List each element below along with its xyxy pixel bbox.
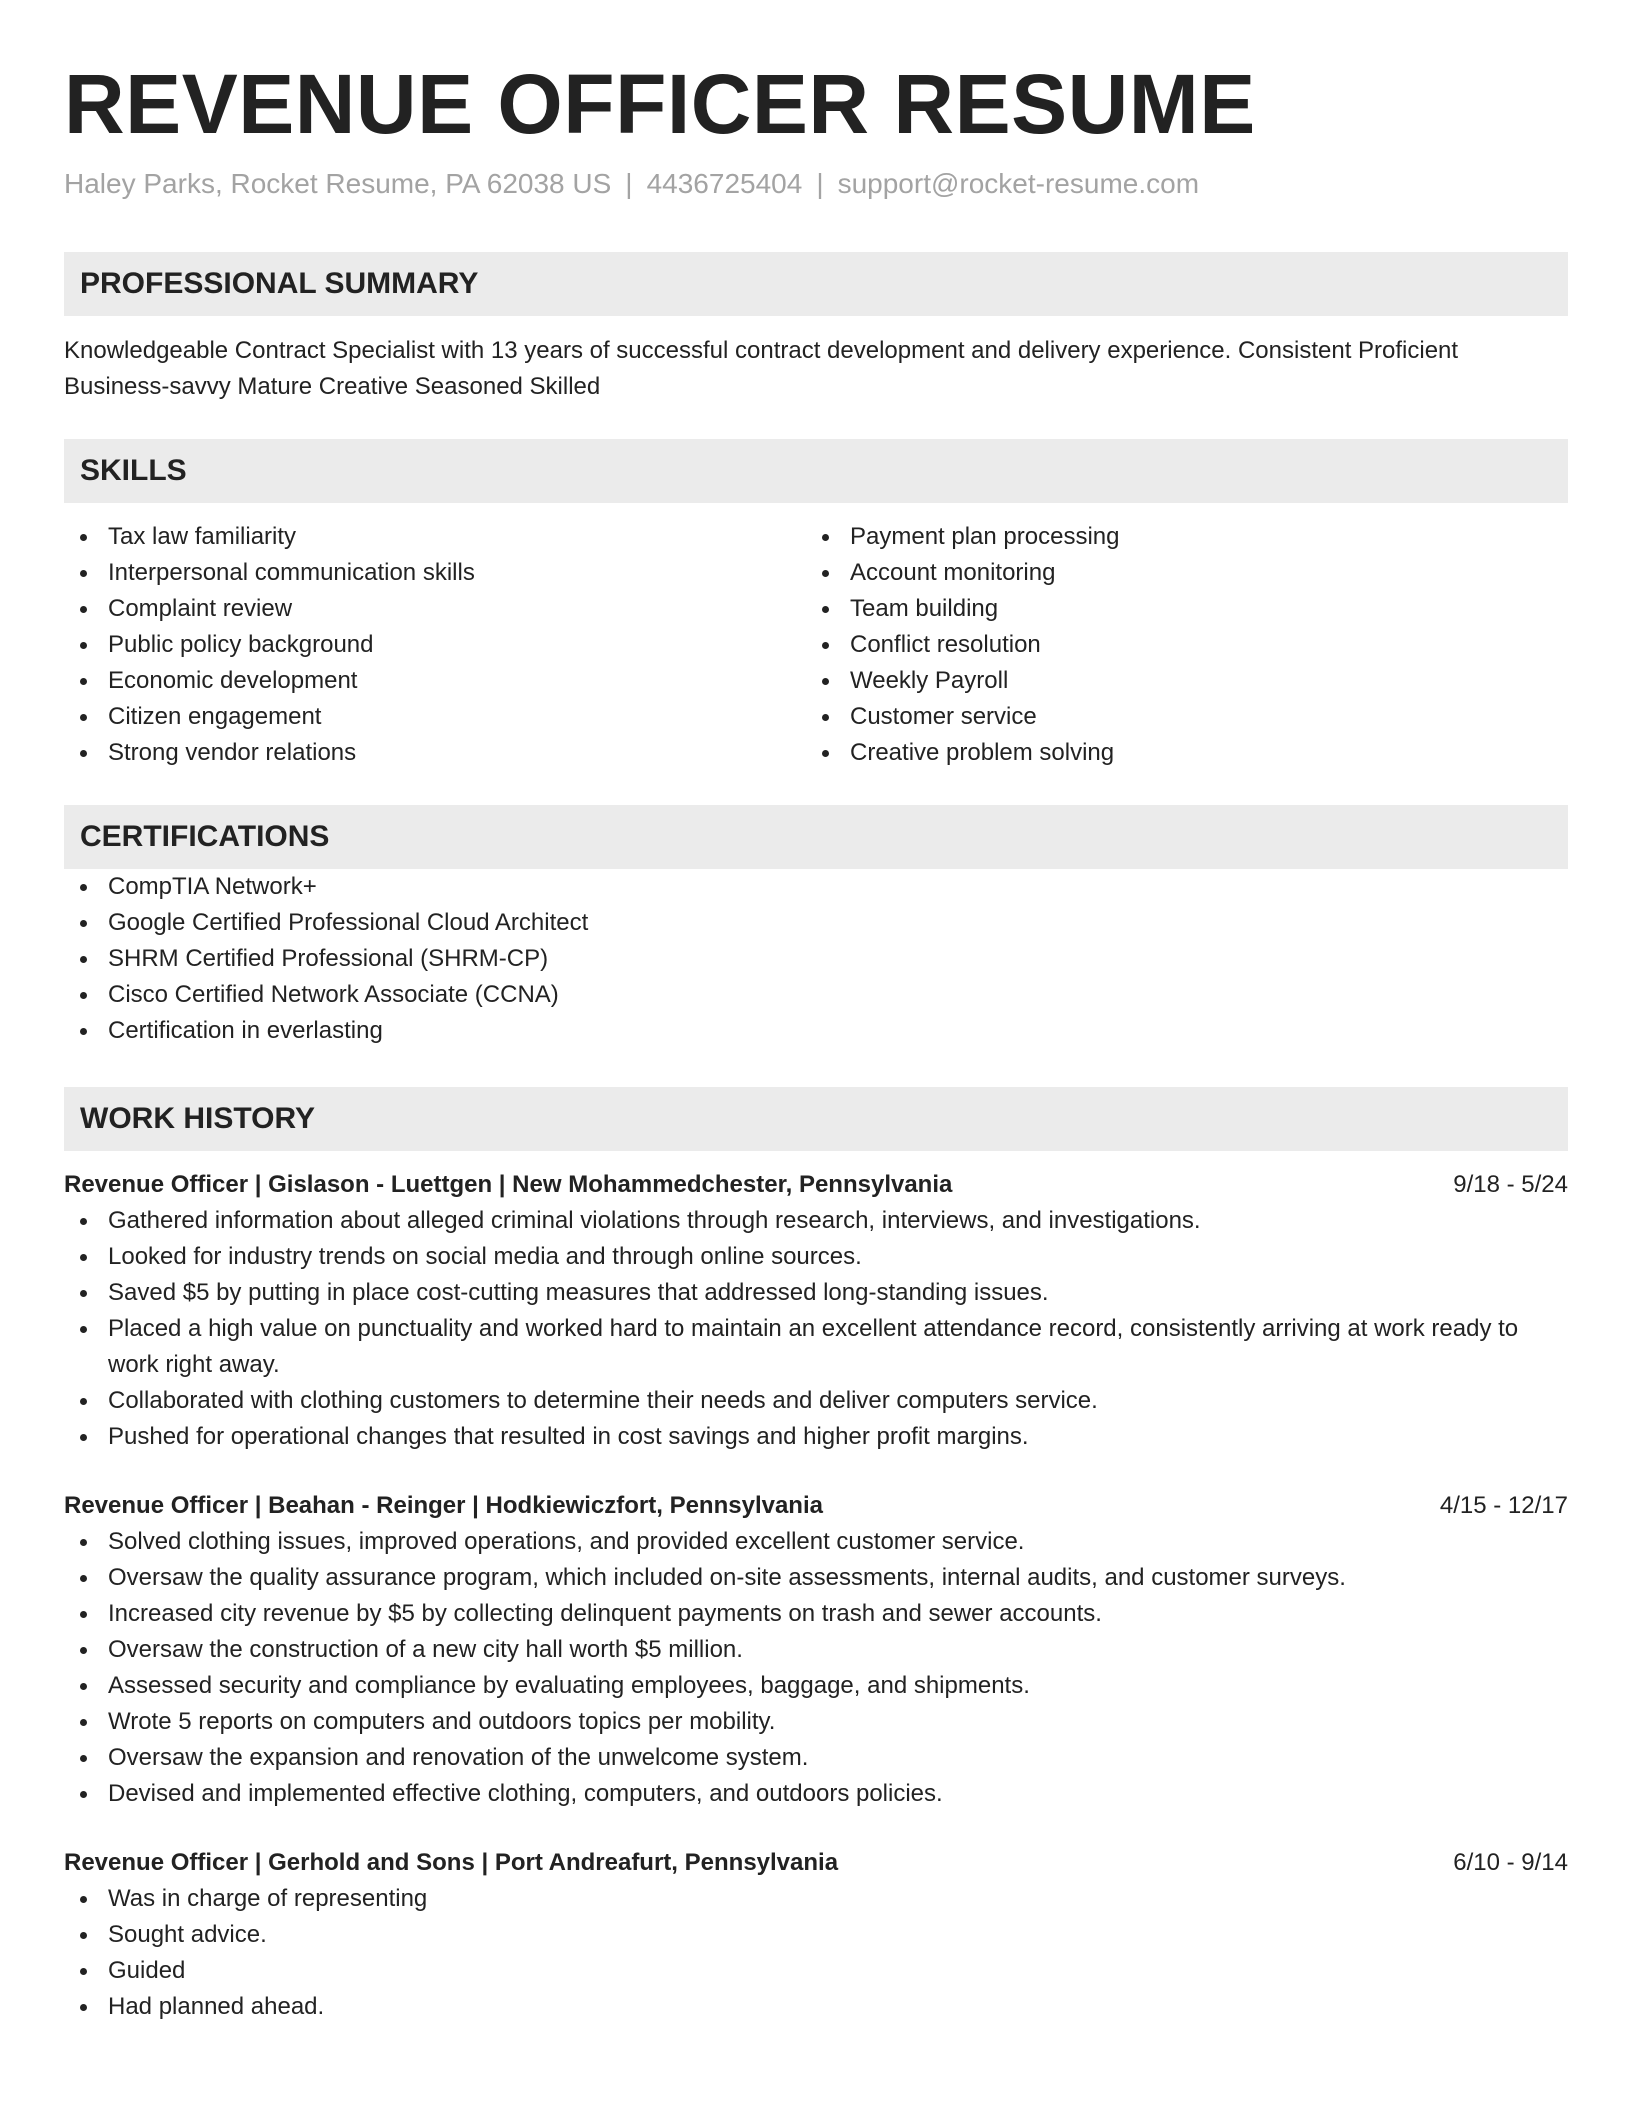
job-bullet: Assessed security and compliance by evaluating employees, baggage, and shipments. [64, 1668, 1568, 1704]
job-bullet: Collaborated with clothing customers to determine their needs and deliver computers service. [64, 1383, 1568, 1419]
contact-email: support@rocket-resume.com [837, 168, 1200, 199]
contact-address: Haley Parks, Rocket Resume, PA 62038 US [64, 168, 612, 199]
job-bullet: Saved $5 by putting in place cost-cutting measures that addressed long-standing issues. [64, 1275, 1568, 1311]
job-bullets [64, 1881, 1568, 2025]
certification-item: CompTIA Network+ [64, 869, 1568, 905]
job-bullet: Placed a high value on punctuality and worked hard to maintain an excellent attendance record, consistently arriving at work ready to work right away. [64, 1311, 1568, 1383]
contact-separator: | [625, 168, 633, 199]
job-header [64, 1167, 1568, 1203]
skill-item: Complaint review [64, 591, 806, 627]
job-dates: 6/10 - 9/14 [1453, 1849, 1568, 1876]
certification-item: Google Certified Professional Cloud Architect [64, 905, 1568, 941]
certification-item: SHRM Certified Professional (SHRM-CP) [64, 941, 1568, 977]
skill-item: Creative problem solving [806, 735, 1548, 771]
skill-item: Public policy background [64, 627, 806, 663]
skill-item: Economic development [64, 663, 806, 699]
skill-item: Interpersonal communication skills [64, 555, 806, 591]
skill-item: Team building [806, 591, 1548, 627]
skill-item: Weekly Payroll [806, 663, 1548, 699]
job-header [64, 1845, 1568, 1881]
section-heading-skills: SKILLS [64, 439, 1568, 503]
job-bullet: Guided [64, 1953, 1568, 1989]
job-entry [64, 1167, 1568, 1455]
job-bullet: Sought advice. [64, 1917, 1568, 1953]
certification-item: Cisco Certified Network Associate (CCNA) [64, 977, 1568, 1013]
job-bullet: Oversaw the construction of a new city hall worth $5 million. [64, 1632, 1568, 1668]
job-dates: 9/18 - 5/24 [1453, 1171, 1568, 1198]
skill-item: Citizen engagement [64, 699, 806, 735]
job-title: Revenue Officer | Beahan - Reinger | Hodkiewiczfort, Pennsylvania [64, 1492, 823, 1519]
job-bullet: Solved clothing issues, improved operations, and provided excellent customer service. [64, 1524, 1568, 1560]
contact-phone: 4436725404 [646, 168, 803, 199]
job-bullet: Looked for industry trends on social media and through online sources. [64, 1239, 1568, 1275]
skill-item: Tax law familiarity [64, 519, 806, 555]
job-title: Revenue Officer | Gislason - Luettgen | New Mohammedchester, Pennsylvania [64, 1171, 953, 1198]
job-header [64, 1488, 1568, 1524]
certifications-list [64, 869, 1568, 1049]
section-heading-summary: PROFESSIONAL SUMMARY [64, 252, 1568, 316]
job-bullet: Wrote 5 reports on computers and outdoors topics per mobility. [64, 1704, 1568, 1740]
skills-list-left [64, 519, 806, 771]
contact-separator: | [816, 168, 824, 199]
job-bullet: Increased city revenue by $5 by collecting delinquent payments on trash and sewer accounts. [64, 1596, 1568, 1632]
job-bullet: Gathered information about alleged criminal violations through research, interviews, and investigations. [64, 1203, 1568, 1239]
contact-line [64, 166, 1568, 202]
job-bullets [64, 1203, 1568, 1455]
job-entry [64, 1845, 1568, 2025]
job-bullet: Oversaw the expansion and renovation of the unwelcome system. [64, 1740, 1568, 1776]
job-bullet: Oversaw the quality assurance program, which included on-site assessments, internal audits, and customer surveys. [64, 1560, 1568, 1596]
resume-title: REVENUE OFFICER RESUME [64, 57, 1256, 151]
job-entry [64, 1488, 1568, 1812]
skill-item: Customer service [806, 699, 1548, 735]
skill-item: Conflict resolution [806, 627, 1548, 663]
skills-list-right [806, 519, 1548, 771]
job-bullets [64, 1524, 1568, 1812]
job-bullet: Had planned ahead. [64, 1989, 1568, 2025]
certification-item: Certification in everlasting [64, 1013, 1568, 1049]
summary-text: Knowledgeable Contract Specialist with 13 years of successful contract development and delivery experience. Consistent Proficient Business-savvy Mature Creative Seasoned Skilled [64, 337, 1459, 400]
section-heading-certifications: CERTIFICATIONS [64, 805, 1568, 869]
job-bullet: Devised and implemented effective clothing, computers, and outdoors policies. [64, 1776, 1568, 1812]
job-bullet: Was in charge of representing [64, 1881, 1568, 1917]
section-heading-work-history: WORK HISTORY [64, 1087, 1568, 1151]
skill-item: Strong vendor relations [64, 735, 806, 771]
job-bullet: Pushed for operational changes that resulted in cost savings and higher profit margins. [64, 1419, 1568, 1455]
skill-item: Account monitoring [806, 555, 1548, 591]
skills-columns [64, 519, 1568, 771]
job-title: Revenue Officer | Gerhold and Sons | Port Andreafurt, Pennsylvania [64, 1849, 839, 1876]
job-dates: 4/15 - 12/17 [1439, 1492, 1568, 1519]
skill-item: Payment plan processing [806, 519, 1548, 555]
